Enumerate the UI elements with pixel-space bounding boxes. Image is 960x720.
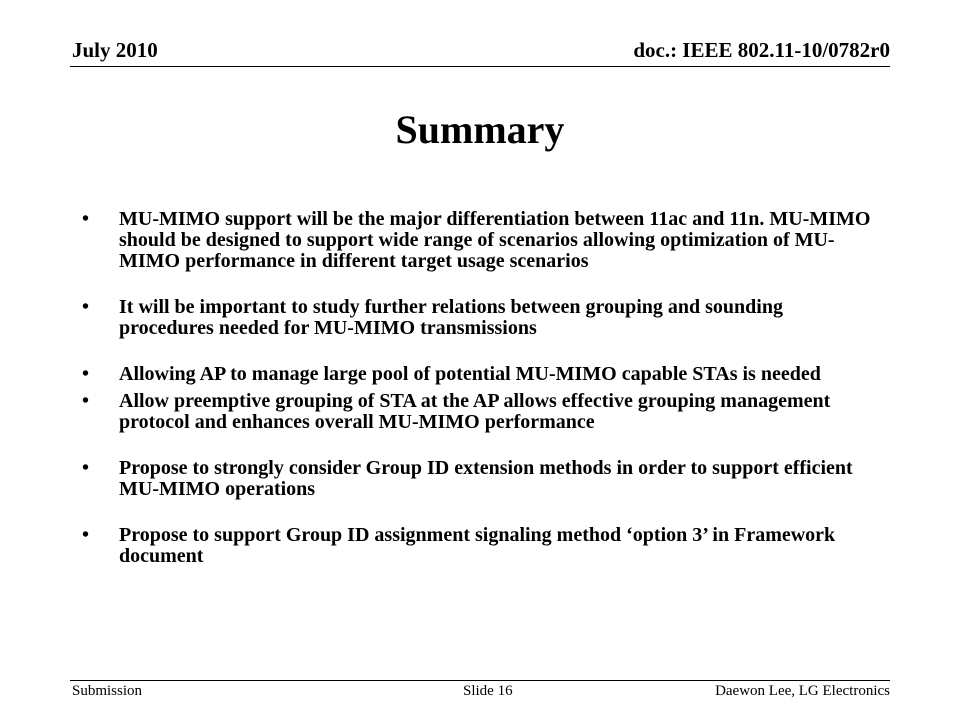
bullet-marker: • [82,524,90,546]
footer-submission: Submission [72,683,143,699]
bullet-item [82,364,882,385]
bullet-text: It will be important to study further relations between grouping and sounding procedures needed for MU-MIMO transmissions [119,296,783,339]
bullet-item [82,391,882,433]
bullet-marker: • [82,363,90,385]
bullet-marker: • [82,457,90,479]
footer-divider [70,680,890,681]
bullet-item [82,458,882,500]
slide-title: Summary [395,107,565,152]
bullet-marker: • [82,296,90,318]
bullet-text: Allowing AP to manage large pool of potential MU-MIMO capable STAs is needed [119,363,821,385]
header-date: July 2010 [72,38,158,62]
bullet-list [82,209,882,567]
bullet-item [82,209,882,272]
footer-author: Daewon Lee, LG Electronics [715,683,890,699]
bullet-text: Propose to strongly consider Group ID extension methods in order to support efficient MU-MIMO operations [119,457,853,500]
bullet-text: Propose to support Group ID assignment signaling method ‘option 3’ in Framework document [119,524,836,567]
bullet-item [82,525,882,567]
bullet-text: MU-MIMO support will be the major differentiation between 11ac and 11n. MU-MIMO should be designed to support wide range of scenarios allowing optimization of MU-MIMO performance in different target usage scenarios [119,208,871,272]
header-document-id: doc.: IEEE 802.11-10/0782r0 [633,38,890,62]
bullet-marker: • [82,208,90,230]
footer-slide-number: Slide 16 [463,683,513,699]
bullet-text: Allow preemptive grouping of STA at the AP allows effective grouping management protocol and enhances overall MU-MIMO performance [119,390,831,433]
bullet-item [82,297,882,339]
bullet-marker: • [82,390,90,412]
header-divider [70,66,890,67]
